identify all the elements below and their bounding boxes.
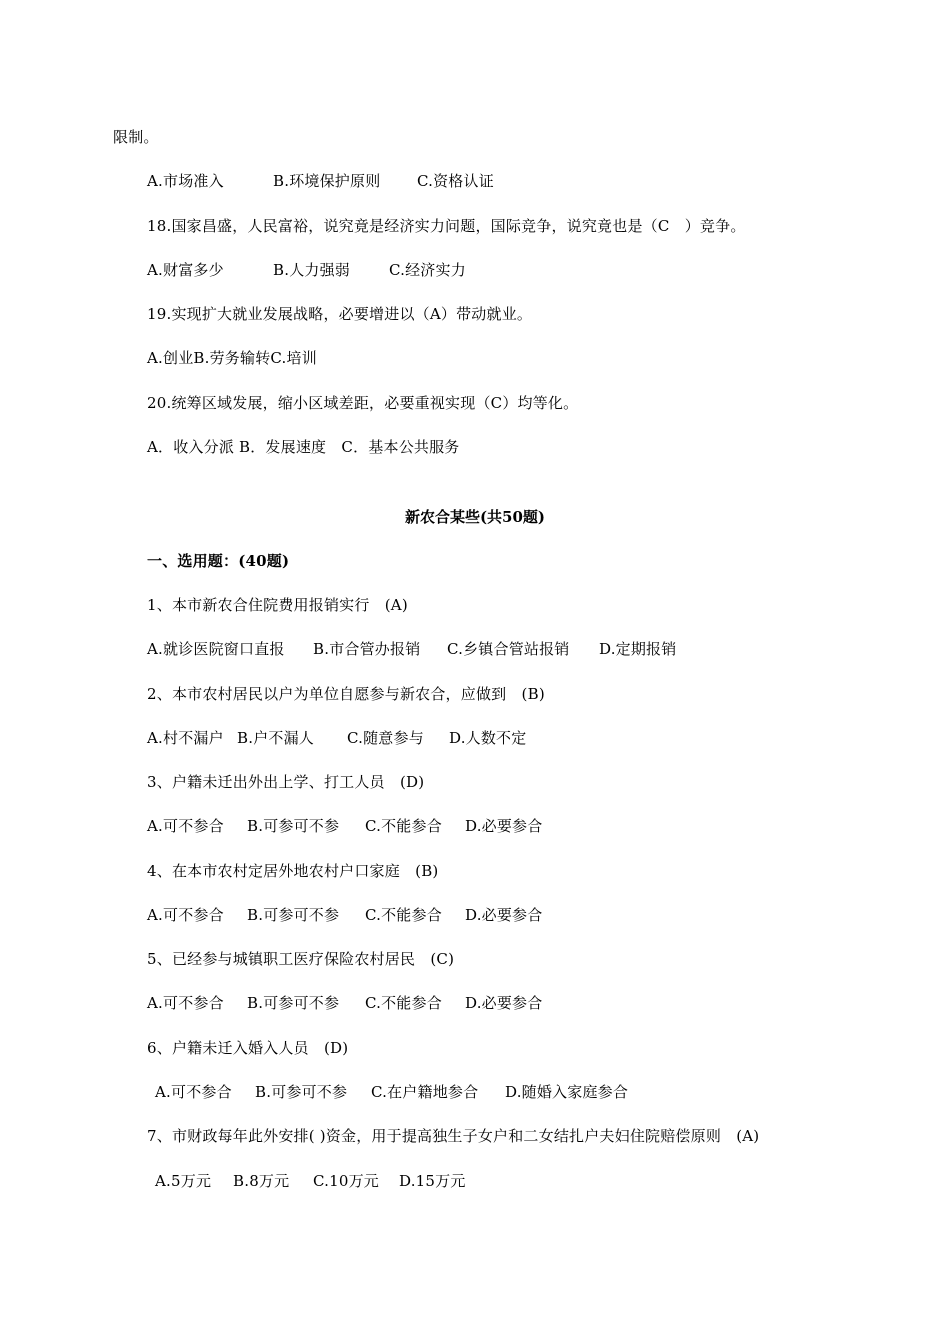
subsection-title: 一、选用题：(40题) [147, 552, 290, 570]
q6-option-d: D.随婚入家庭参合 [505, 1083, 629, 1101]
q7-option-b: B.8万元 [233, 1172, 290, 1190]
q1-option-d: D.定期报销 [599, 640, 677, 658]
q3-option-b: B.可参可不参 [247, 817, 340, 835]
q2-option-d: D.人数不定 [449, 729, 527, 747]
q6-option-c: C.在户籍地参合 [371, 1083, 479, 1101]
q7-option-a: A.5万元 [155, 1172, 212, 1190]
q4-option-b: B.可参可不参 [247, 906, 340, 924]
q18-option-b: B.人力强弱 [273, 261, 350, 279]
q5-option-b: B.可参可不参 [247, 994, 340, 1012]
q5-option-c: C.不能参合 [365, 994, 442, 1012]
question-7-text: 7、市财政每年此外安排( )资金，用于提高独生子女户和二女结扎户夫妇住院赔偿原则 (A) [147, 1127, 760, 1145]
q18-options [147, 260, 466, 280]
q18-option-c: C.经济实力 [389, 261, 466, 279]
q20-text: 20.统筹区域发展，缩小区域差距，必要重视实现（C）均等化。 [147, 394, 579, 412]
q2-option-a: A.村不漏户 [147, 729, 224, 747]
q6-option-b: B.可参可不参 [255, 1083, 348, 1101]
q3-option-a: A.可不参合 [147, 817, 224, 835]
question-2-text: 2、本市农村居民以户为单位自愿参与新农合，应做到 (B) [147, 685, 545, 703]
question-6-text: 6、户籍未迁入婚入人员 (D) [147, 1039, 349, 1057]
q17-options [147, 171, 494, 191]
q4-option-a: A.可不参合 [147, 906, 224, 924]
section-title: 新农合某些(共50题) [404, 508, 546, 526]
question-1-text: 1、本市新农合住院费用报销实行 (A) [147, 596, 408, 614]
q20-options: A．收入分派 B．发展速度 C．基本公共服务 [147, 438, 460, 456]
q19-text: 19.实现扩大就业发展战略，必要增进以（A）带动就业。 [147, 305, 533, 323]
q4-option-d: D.必要参合 [465, 906, 543, 924]
question-3-options [147, 816, 542, 836]
question-7-options [155, 1171, 466, 1191]
q17-option-c: C.资格认证 [417, 172, 494, 190]
q4-option-c: C.不能参合 [365, 906, 442, 924]
q17-option-a: A.市场准入 [147, 172, 224, 190]
q2-option-c: C.随意参与 [347, 729, 424, 747]
q6-option-a: A.可不参合 [155, 1083, 232, 1101]
question-2-options [147, 728, 526, 748]
q1-option-c: C.乡镇合管站报销 [447, 640, 570, 658]
question-4-text: 4、在本市农村定居外地农村户口家庭 (B) [147, 862, 439, 880]
question-3-text: 3、户籍未迁出外出上学、打工人员 (D) [147, 773, 425, 791]
q7-option-c: C.10万元 [313, 1172, 379, 1190]
q17-option-b: B.环境保护原则 [273, 172, 381, 190]
q7-option-d: D.15万元 [399, 1172, 466, 1190]
q3-option-c: C.不能参合 [365, 817, 442, 835]
question-4-options [147, 905, 542, 925]
question-6-options [155, 1082, 628, 1102]
q18-option-a: A.财富多少 [147, 261, 224, 279]
q5-option-d: D.必要参合 [465, 994, 543, 1012]
q3-option-d: D.必要参合 [465, 817, 543, 835]
q1-option-a: A.就诊医院窗口直报 [147, 640, 285, 658]
q18-text: 18.国家昌盛，人民富裕，说究竟是经济实力问题，国际竞争，说究竟也是（C ）竞争。 [147, 217, 746, 235]
q5-option-a: A.可不参合 [147, 994, 224, 1012]
question-5-options [147, 993, 542, 1013]
question-1-options [147, 639, 676, 659]
q19-options: A.创业B.劳务输转C.培训 [147, 349, 317, 367]
q2-option-b: B.户不漏人 [237, 729, 314, 747]
question-5-text: 5、已经参与城镇职工医疗保险农村居民 (C) [147, 950, 455, 968]
q1-option-b: B.市合管办报销 [313, 640, 421, 658]
intro-tail: 限制。 [113, 128, 159, 146]
